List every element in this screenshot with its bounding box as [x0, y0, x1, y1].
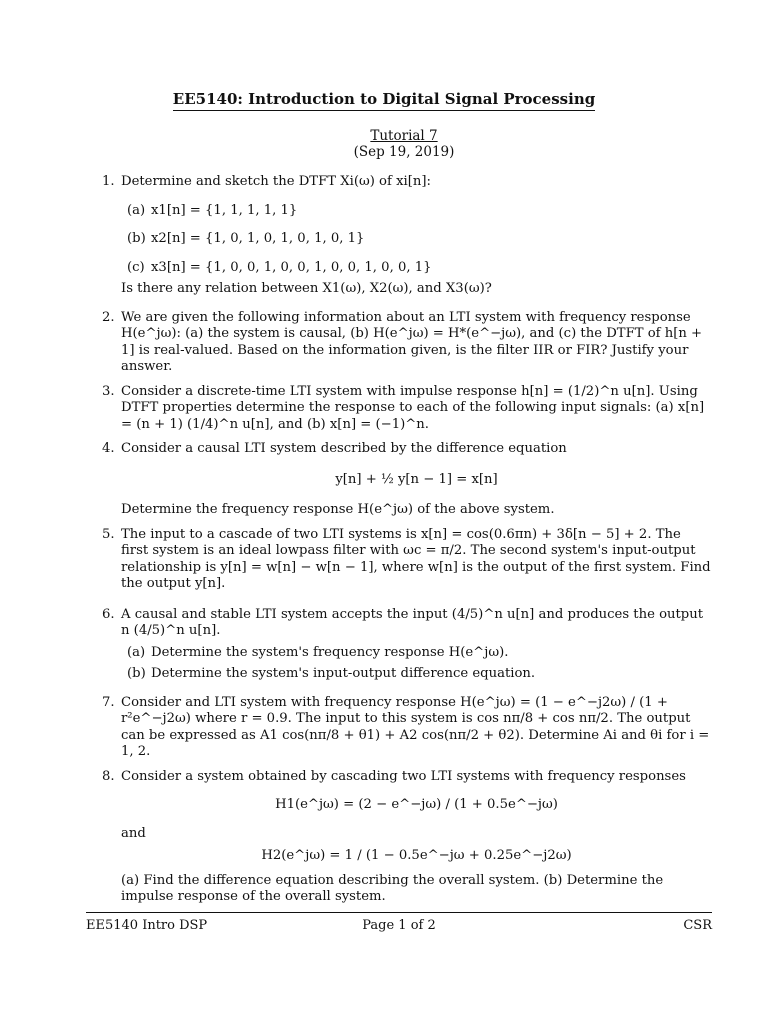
problem-8-outro: (a) Find the difference equation describing the overall system. (b) Determine the impulse response of the overall system. — [121, 872, 664, 904]
problem-8-connector: and — [121, 825, 146, 841]
problem-1-intro: Determine and sketch the DTFT Xi(ω) of xi[n]: — [121, 174, 431, 189]
tutorial-heading — [0, 128, 768, 160]
problem-7-text: Consider and LTI system with frequency response H(e^jω) = (1 − e^−j2ω) / (1 + r²e^−j2ω) where r = 0.9. The input to this system is cos nπ/8 + cos nπ/2. The output can be expressed as A1 cos(nπ/8 + θ1) + A2 cos(nπ/2 + θ2). Determine Ai and θi for i = 1, 2. — [121, 694, 710, 759]
problem-8-text: Consider a system obtained by cascading two LTI systems with frequency responses — [121, 768, 686, 784]
problem-4-outro: Determine the frequency response H(e^jω) of the above system. — [121, 502, 555, 517]
problem-1b: (b) x2[n] = {1, 0, 1, 0, 1, 0, 1, 0, 1} — [127, 231, 365, 246]
problem-list — [102, 174, 712, 914]
problem-1a: (a) x1[n] = {1, 1, 1, 1, 1} — [127, 202, 298, 218]
problem-7: 7. Consider and LTI system with frequency response H(e^jω) = (1 − e^−j2ω) / (1 + r²e^−j2ω) where r = 0.9. The input to this system is cos nπ/8 + cos nπ/2. The output can be expressed as A1 cos(nπ/8 + θ1) + A2 cos(nπ/2 + θ2). Determine Ai and θi for i = 1, 2. — [102, 695, 712, 761]
problem-4-text: Consider a causal LTI system described by the difference equation — [121, 441, 567, 456]
problem-2-text: We are given the following information about an LTI system with frequency response H(e^jω): (a) the system is causal, (b) H(e^jω) = H*(e^−jω), and (c) the DTFT of h[n + 1] is real-valued. Based on the information given, is the filter IIR or FIR? Justify your answer. — [121, 309, 703, 374]
footer-author: CSR — [683, 918, 712, 933]
problem-4: 4. Consider a causal LTI system described by the difference equation y[n] + ½ y[n − 1] = x[n] Determine the frequency response H(e^jω) of the above system. — [102, 441, 712, 519]
problem-8-equation-1: H1(e^jω) = (2 − e^−jω) / (1 + 0.5e^−jω) — [275, 797, 558, 812]
tutorial-number: Tutorial 7 — [370, 128, 438, 144]
problem-1-outro: Is there any relation between X1(ω), X2(ω), and X3(ω)? — [121, 281, 492, 296]
problem-3-text: Consider a discrete-time LTI system with impulse response h[n] = (1/2)^n u[n]. Using DTFT properties determine the response to each of the following input signals: (a) x[n] = (n + 1) (1/4)^n u[n], and (b) x[n] = (−1)^n. — [121, 383, 705, 432]
tutorial-date: (Sep 19, 2019) — [353, 144, 455, 160]
problem-6: 6. A causal and stable LTI system accepts the input (4/5)^n u[n] and produces the output n (4/5)^n u[n]. (a) Determine the system's frequency response H(e^jω). (b) Determine the system's input-output difference equation. — [102, 607, 712, 683]
footer-rule — [86, 912, 712, 913]
problem-3: 3. Consider a discrete-time LTI system with impulse response h[n] = (1/2)^n u[n]. Using DTFT properties determine the response to each of the following input signals: (a) x[n] = (n + 1) (1/4)^n u[n], and (b) x[n] = (−1)^n. — [102, 384, 712, 434]
problem-1c: (c) x3[n] = {1, 0, 0, 1, 0, 0, 1, 0, 0, 1, 0, 0, 1} — [127, 259, 432, 275]
problem-6a: (a) Determine the system's frequency response H(e^jω). — [127, 644, 509, 660]
problem-1: 1. Determine and sketch the DTFT Xi(ω) of xi[n]: (a) x1[n] = {1, 1, 1, 1, 1} (b) x2[n] = {1, 0, 1, 0, 1, 0, 1, 0, 1} (c) x3[n] = {1, 0, 0, 1, 0, 0, 1, 0, 0, 1, 0, 0, 1} Is there any relation between X1(ω), X2(ω), and X3(ω)? — [102, 174, 712, 298]
problem-6b: (b) Determine the system's input-output difference equation. — [127, 666, 536, 681]
problem-5-text: The input to a cascade of two LTI systems is x[n] = cos(0.6πn) + 3δ[n − 5] + 2. The first system is an ideal lowpass filter with ωc = π/2. The second system's input-output relationship is y[n] = w[n] − w[n − 1], where w[n] is the output of the first system. Find the output y[n]. — [121, 526, 711, 591]
problem-6-text: A causal and stable LTI system accepts the input (4/5)^n u[n] and produces the output n (4/5)^n u[n]. — [121, 606, 704, 638]
problem-4-equation: y[n] + ½ y[n − 1] = x[n] — [335, 471, 498, 487]
problem-5: 5. The input to a cascade of two LTI systems is x[n] = cos(0.6πn) + 3δ[n − 5] + 2. The first system is an ideal lowpass filter with ωc = π/2. The second system's input-output relationship is y[n] = w[n] − w[n − 1], where w[n] is the output of the first system. Find the output y[n]. — [102, 526, 711, 591]
problem-8: 8. Consider a system obtained by cascading two LTI systems with frequency responses H1(e^jω) = (2 − e^−jω) / (1 + 0.5e^−jω) and H2(e^jω) = 1 / (1 − 0.5e^−jω + 0.25e^−j2ω) (a) Find the difference equation describing the overall system. (b) Determine the impulse response of the overall system. — [102, 769, 712, 906]
problem-8-equation-2: H2(e^jω) = 1 / (1 − 0.5e^−jω + 0.25e^−j2ω) — [261, 848, 572, 863]
problem-2: 2. We are given the following information about an LTI system with frequency response H(e^jω): (a) the system is causal, (b) H(e^jω) = H*(e^−jω), and (c) the DTFT of h[n + 1] is real-valued. Based on the information given, is the filter IIR or FIR? Justify your answer. — [102, 310, 712, 376]
document-title: EE5140: Introduction to Digital Signal Processing — [0, 90, 768, 108]
footer-page-number: Page 1 of 2 — [362, 918, 436, 933]
footer-course: EE5140 Intro DSP — [86, 918, 208, 933]
